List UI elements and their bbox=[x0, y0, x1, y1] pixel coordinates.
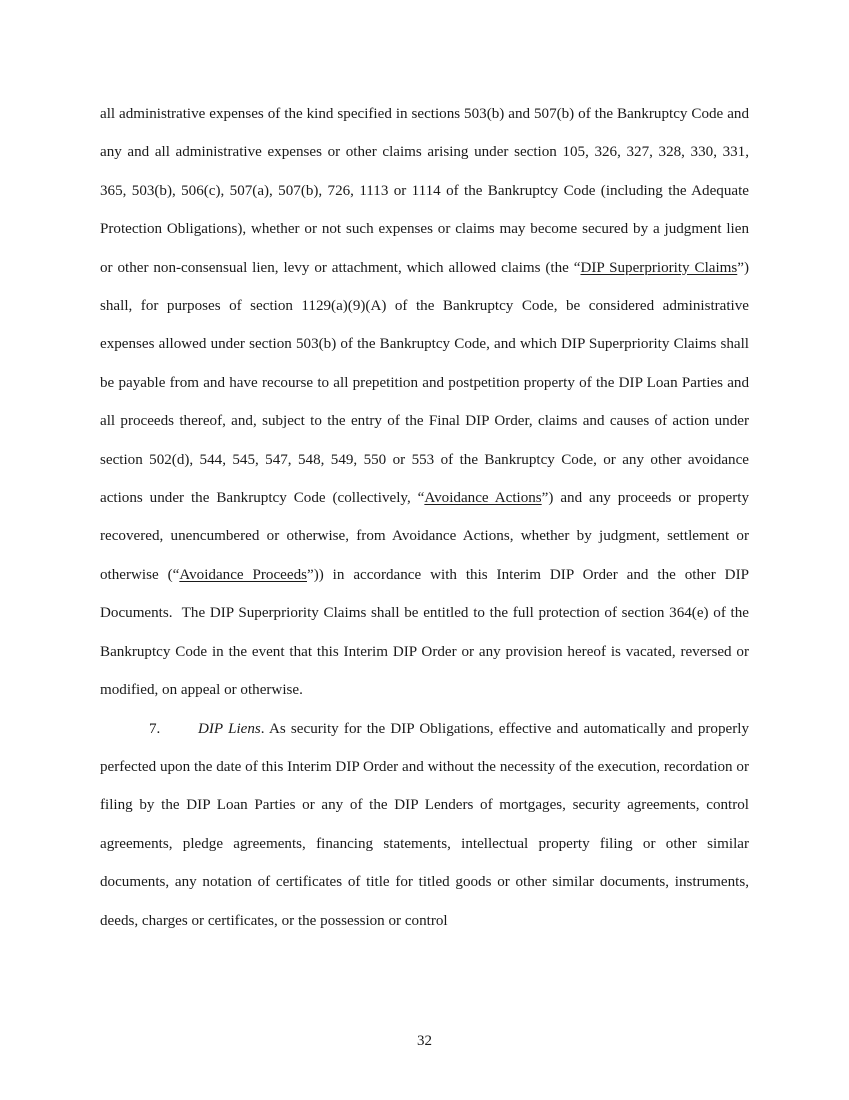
document-page bbox=[100, 95, 749, 940]
page-number: 32 bbox=[417, 1033, 432, 1049]
paragraph-text: ”) shall, for purposes of section 1129(a)(9)(A) of the Bankruptcy Code, be considered administrative expenses allowed under section 503(b) of the Bankruptcy Code, and which DIP Superpriority Claims shall be payable from and have recourse to all prepetition and postpetition property of the DIP Loan Parties and all proceeds thereof, and, subject to the entry of the Final DIP Order, claims and causes of action under section 502(d), 544, 545, 547, 548, 549, 550 or 553 of the Bankruptcy Code, or any other avoidance actions under the Bankruptcy Code (collectively, “ bbox=[100, 259, 749, 507]
paragraph-text: ”)) in accordance with this Interim DIP Order and the other DIP Documents. The DIP Superpriority Claims shall be entitled to the full protection of section 364(e) of the Bankruptcy Code in the event that this Interim DIP Order or any provision hereof is vacated, reversed or modified, on appeal or otherwise. bbox=[100, 566, 749, 699]
paragraph-text: ”) and any proceeds or property recovered, unencumbered or otherwise, from Avoidance Actions, whether by judgment, settlement or otherwise (“ bbox=[100, 490, 749, 583]
paragraph-text: . As security for the DIP Obligations, effective and automatically and properly perfected upon the date of this Interim DIP Order and without the necessity of the execution, recordation or filing by the DIP Loan Parties or any of the DIP Lenders of mortgages, security agreements, control agreements, pledge agreements, financing statements, intellectual property filing or other similar documents, any notation of certificates of title for titled goods or other similar documents, instruments, deeds, charges or certificates, or the possession or control bbox=[100, 720, 749, 929]
section-number: 7. bbox=[149, 720, 161, 737]
section-heading: DIP Liens bbox=[198, 720, 261, 737]
paragraph-superpriority-claims bbox=[100, 95, 749, 710]
paragraph-text: all administrative expenses of the kind specified in sections 503(b) and 507(b) of the Bankruptcy Code and any and all administrative expenses or other claims arising under section 105, 326, 327, 328, 330, 331, 365, 503(b), 506(c), 507(a), 507(b), 726, 1113 or 1114 of the Bankruptcy Code (including the Adequate Protection Obligations), whether or not such expenses or claims may become secured by a judgment lien or other non-consensual lien, levy or attachment, which allowed claims (the “ bbox=[100, 106, 749, 276]
defined-term-avoidance-actions: Avoidance Actions bbox=[424, 490, 542, 507]
defined-term-dip-superpriority-claims: DIP Superpriority Claims bbox=[580, 259, 738, 276]
defined-term-avoidance-proceeds: Avoidance Proceeds bbox=[179, 566, 307, 583]
paragraph-section-7 bbox=[100, 710, 749, 940]
